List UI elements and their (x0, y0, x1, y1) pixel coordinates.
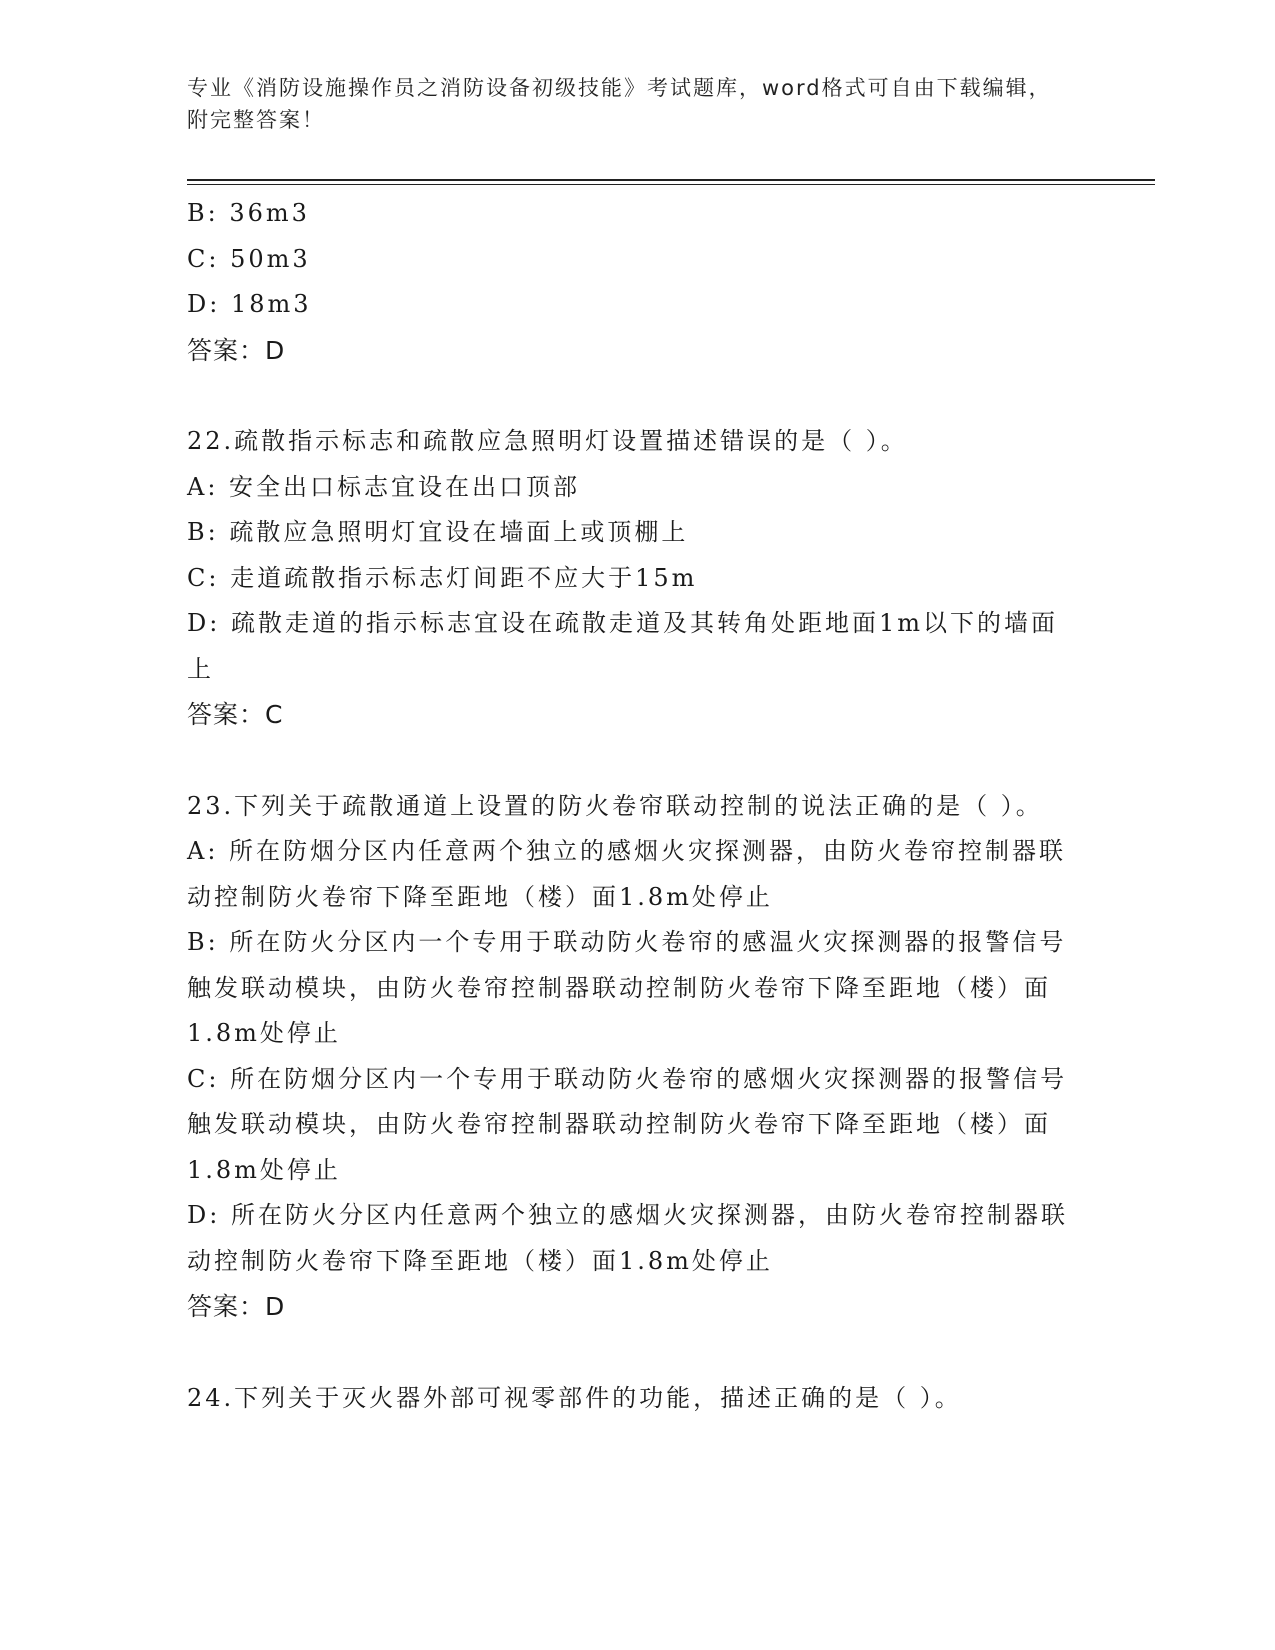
option-c: C: 50m3 (187, 244, 311, 273)
answer: 答案：D (187, 1292, 286, 1321)
spacer (187, 738, 1077, 784)
option-a: A: 安全出口标志宜设在出口顶部 (187, 472, 581, 501)
option-d: D: 所在防火分区内任意两个独立的感烟火灾探测器，由防火卷帘控制器联动控制防火卷帘下降至距地（楼）面1.8m处停止 (187, 1201, 1068, 1275)
header-rule-thick (187, 179, 1155, 181)
question-24 (187, 1376, 1077, 1422)
header-rule-thin (187, 184, 1155, 185)
previous-question-tail (187, 191, 1077, 373)
option-c: C: 所在防烟分区内一个专用于联动防火卷帘的感烟火灾探测器的报警信号触发联动模块，由防火卷帘控制器联动控制防火卷帘下降至距地（楼）面1.8m处停止 (187, 1064, 1068, 1184)
question-stem: 23.下列关于疏散通道上设置的防火卷帘联动控制的说法正确的是（ ）。 (187, 791, 1043, 820)
option-c: C: 走道疏散指示标志灯间距不应大于15m (187, 563, 698, 592)
spacer (187, 1330, 1077, 1376)
answer: 答案：C (187, 700, 284, 729)
option-a: A: 所在防烟分区内任意两个独立的感烟火灾探测器，由防火卷帘控制器联动控制防火卷帘下降至距地（楼）面1.8m处停止 (187, 837, 1067, 911)
question-22 (187, 419, 1077, 738)
option-d: D: 18m3 (187, 290, 312, 318)
page-header: 专业《消防设施操作员之消防设备初级技能》考试题库，word格式可自由下载编辑，附完整答案！ (187, 76, 1052, 132)
question-stem: 24.下列关于灭火器外部可视零部件的功能，描述正确的是（ ）。 (187, 1383, 962, 1412)
option-b: B: 所在防火分区内一个专用于联动防火卷帘的感温火灾探测器的报警信号触发联动模块，由防火卷帘控制器联动控制防火卷帘下降至距地（楼）面1.8m处停止 (187, 928, 1067, 1047)
question-stem: 22.疏散指示标志和疏散应急照明灯设置描述错误的是（ ）。 (187, 427, 908, 455)
option-b: B: 疏散应急照明灯宜设在墙面上或顶棚上 (187, 518, 689, 546)
option-b: B: 36m3 (187, 199, 310, 227)
spacer (187, 373, 1077, 419)
option-d: D: 疏散走道的指示标志宜设在疏散走道及其转角处距地面1m以下的墙面上 (187, 609, 1058, 683)
question-23 (187, 784, 1077, 1330)
answer: 答案：D (187, 335, 286, 365)
question-content (187, 191, 1077, 1421)
